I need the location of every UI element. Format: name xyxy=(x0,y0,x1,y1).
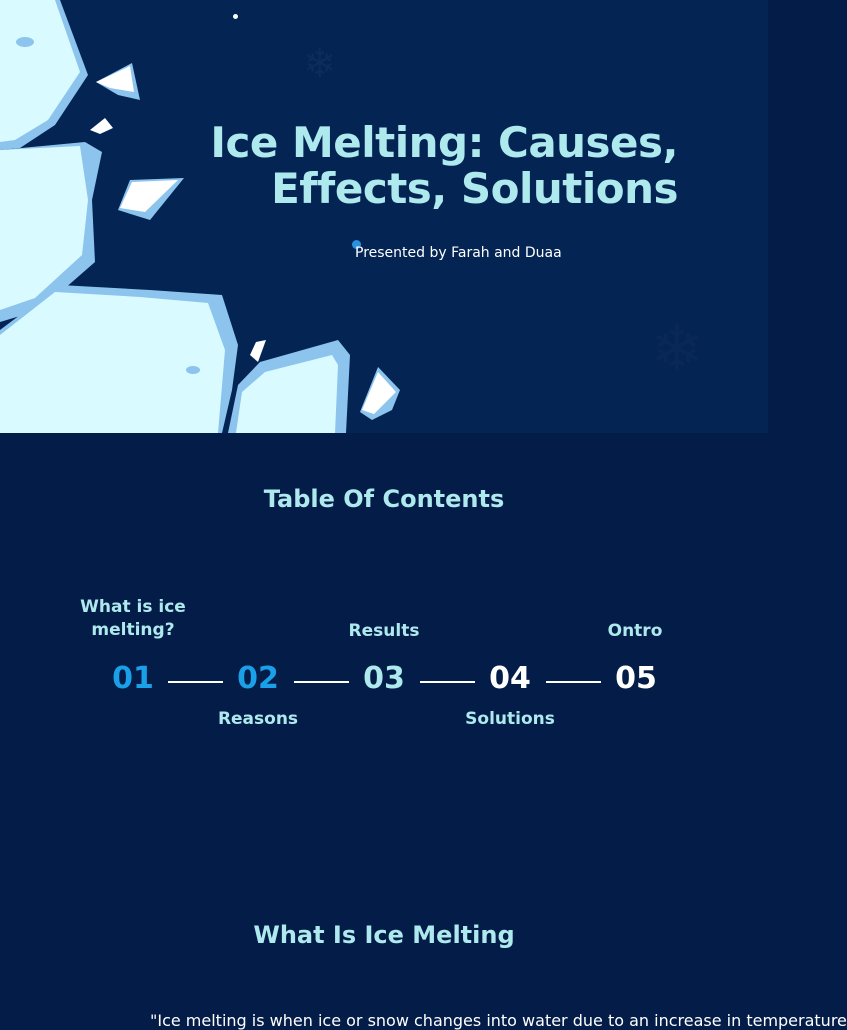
toc-number-5[interactable]: 05 xyxy=(615,661,657,696)
toc-connector xyxy=(546,681,601,683)
toc-number-3[interactable]: 03 xyxy=(363,661,405,696)
toc-connector xyxy=(168,681,223,683)
title-block xyxy=(210,120,678,212)
toc-label-3: Results xyxy=(348,621,420,641)
toc-label-5: Ontro xyxy=(607,621,663,641)
toc-number-2[interactable]: 02 xyxy=(237,661,279,696)
title-slide[interactable] xyxy=(0,0,768,433)
toc-number-1[interactable]: 01 xyxy=(112,661,154,696)
toc-label-2: Reasons xyxy=(217,709,299,729)
slide-title-line-2: Effects, Solutions xyxy=(271,164,678,213)
toc-label-4: Solutions xyxy=(465,709,555,729)
slide-title-line-1: Ice Melting: Causes, xyxy=(210,118,678,167)
star-dot xyxy=(233,14,238,19)
toc-connector xyxy=(294,681,349,683)
ice-illustration xyxy=(0,0,420,433)
toc-heading: Table Of Contents xyxy=(263,485,505,513)
toc-connector xyxy=(420,681,475,683)
snowflake-icon: ❄ xyxy=(650,313,704,387)
what-slide[interactable] xyxy=(0,863,847,1030)
toc-slide[interactable] xyxy=(0,433,768,863)
toc-number-4[interactable]: 04 xyxy=(489,661,531,696)
what-body-text: "Ice melting is when ice or snow changes into water due to an increase in temperature xyxy=(150,1011,847,1030)
snowflake-icon: ❄ xyxy=(303,41,337,87)
subtitle: Presented by Farah and Duaa xyxy=(355,245,562,261)
what-heading: What Is Ice Melting xyxy=(253,921,515,949)
toc-label-1: What is ice melting? xyxy=(80,597,186,640)
